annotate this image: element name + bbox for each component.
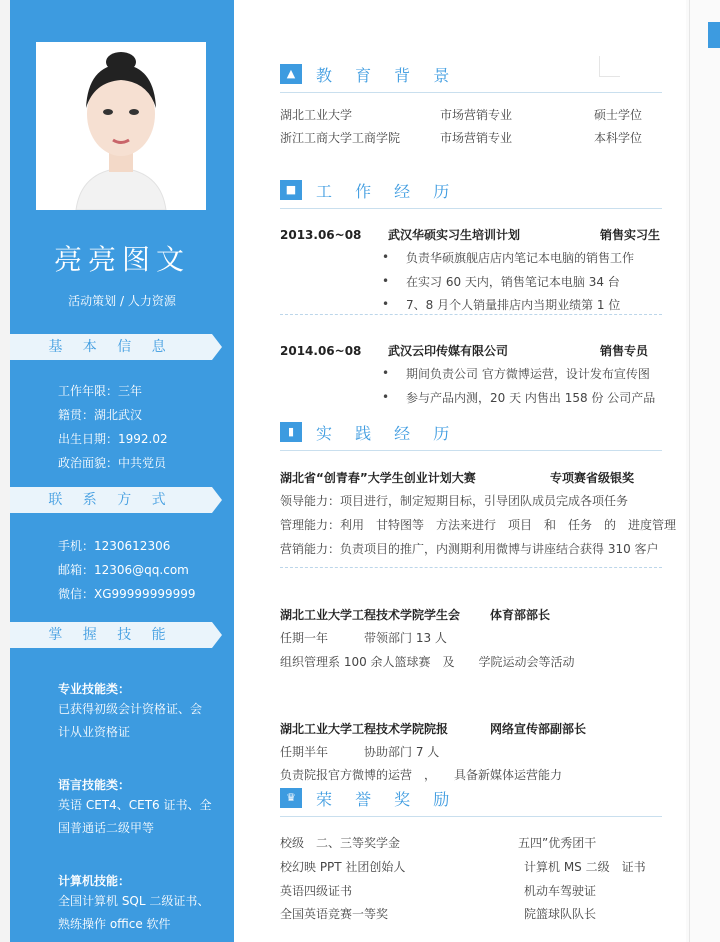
honor-item: 机动车驾驶证 bbox=[524, 884, 597, 898]
honor-item: 校级 二、三等奖学金 bbox=[280, 836, 401, 850]
honor-item: 全国英语竞赛一等奖 bbox=[280, 907, 389, 921]
work-bullet-dot: • bbox=[382, 366, 390, 380]
work-bullet-dot: • bbox=[382, 390, 390, 404]
work-bullet: 期间负责公司 官方微博运营，设计发布宣传图 bbox=[406, 367, 650, 381]
skill-title-computer: 计算机技能： bbox=[58, 874, 131, 888]
graduation-cap-icon: ▲ bbox=[280, 64, 302, 84]
sidebar bbox=[10, 0, 234, 942]
edu-major: 市场营销专业 bbox=[440, 131, 513, 145]
edu-school: 浙江工商大学工商学院 bbox=[280, 131, 401, 145]
email: 邮箱：12306@qq.com bbox=[58, 563, 189, 577]
practice-line: 负责院报官方微博的运营 ， 具备新媒体运营能力 bbox=[280, 768, 563, 782]
divider bbox=[280, 314, 662, 315]
birth-date: 出生日期：1992.02 bbox=[58, 432, 168, 446]
edu-major: 市场营销专业 bbox=[440, 108, 513, 122]
honor-item: 院篮球队队长 bbox=[524, 907, 597, 921]
basic-info-heading: 基 本 信 息 bbox=[10, 334, 212, 360]
honor-item: 五四”优秀团干 bbox=[518, 836, 597, 850]
practice-line: 管理能力：利用 甘特图等 方法来进行 项目 和 任务 的 进度管理 bbox=[280, 518, 677, 532]
work-date: 2014.06~08 bbox=[280, 344, 362, 358]
work-role: 销售实习生 bbox=[600, 228, 661, 242]
practice-title: 湖北工业大学工程技术学院学生会 bbox=[280, 608, 461, 622]
practice-line: 任期一年 带领部门 13 人 bbox=[280, 631, 447, 645]
wechat: 微信：XG99999999999 bbox=[58, 587, 196, 601]
practice-line: 任期半年 协助部门 7 人 bbox=[280, 745, 440, 759]
hometown: 籍贯：湖北武汉 bbox=[58, 408, 143, 422]
work-years: 工作年限：三年 bbox=[58, 384, 143, 398]
margin-line bbox=[689, 0, 690, 942]
work-bullet-dot: • bbox=[382, 250, 390, 264]
practice-award: 网络宣传部副部长 bbox=[490, 722, 587, 736]
right-margin bbox=[686, 0, 720, 942]
practice-title: 湖北省“创青春”大学生创业计划大赛 bbox=[280, 471, 476, 485]
honor-item: 校幻映 PPT 社团创始人 bbox=[280, 860, 406, 874]
work-role: 销售专员 bbox=[600, 344, 649, 358]
edu-school: 湖北工业大学 bbox=[280, 108, 353, 122]
page-tab bbox=[708, 22, 720, 48]
skill-text-computer: 全国计算机 SQL 二级证书、 熟练操作 office 软件 bbox=[58, 894, 210, 931]
work-bullet: 7、8 月个人销量排店内当期业绩第 1 位 bbox=[406, 298, 621, 312]
practice-award: 专项赛省级银奖 bbox=[550, 471, 635, 485]
work-heading: ■ 工 作 经 历 bbox=[280, 178, 662, 209]
honor-item: 英语四级证书 bbox=[280, 884, 353, 898]
skill-title-language: 语言技能类： bbox=[58, 778, 131, 792]
work-company: 武汉云印传媒有限公司 bbox=[388, 344, 509, 358]
honor-item: 计算机 MS 二级 证书 bbox=[524, 860, 646, 874]
skill-text-language: 英语 CET4、CET6 证书、全 国普通话二级甲等 bbox=[58, 798, 212, 835]
contact-heading: 联 系 方 式 bbox=[10, 487, 212, 513]
edu-degree: 硕士学位 bbox=[594, 108, 643, 122]
work-date: 2013.06~08 bbox=[280, 228, 362, 242]
work-bullet: 参与产品内测，20 天 内售出 158 份 公司产品 bbox=[406, 391, 656, 405]
profile-photo bbox=[36, 42, 206, 210]
honors-heading: ♛ 荣 誉 奖 励 bbox=[280, 786, 662, 817]
practice-title: 湖北工业大学工程技术学院院报 bbox=[280, 722, 449, 736]
corner-mark bbox=[599, 56, 620, 77]
phone: 手机：1230612306 bbox=[58, 539, 171, 553]
main-content bbox=[234, 0, 686, 942]
skill-text-professional: 已获得初级会计资格证、会 计从业资格证 bbox=[58, 702, 203, 739]
political-status: 政治面貌：中共党员 bbox=[58, 456, 167, 470]
practice-heading: ▮ 实 践 经 历 bbox=[280, 420, 662, 451]
edu-degree: 本科学位 bbox=[594, 131, 643, 145]
divider bbox=[280, 567, 662, 568]
person-name: 亮亮图文 bbox=[53, 243, 190, 276]
practice-line: 组织管理系 100 余人篮球赛 及 学院运动会等活动 bbox=[280, 655, 575, 669]
practice-award: 体育部部长 bbox=[490, 608, 551, 622]
work-bullet-dot: • bbox=[382, 274, 390, 288]
chart-icon: ▮ bbox=[280, 422, 302, 442]
book-icon: ■ bbox=[280, 180, 302, 200]
skills-heading: 掌 握 技 能 bbox=[10, 622, 212, 648]
practice-line: 营销能力：负责项目的推广，内测期利用微博与讲座结合获得 310 客户 bbox=[280, 542, 659, 556]
work-bullet: 在实习 60 天内，销售笔记本电脑 34 台 bbox=[406, 275, 620, 289]
skill-title-professional: 专业技能类： bbox=[58, 682, 131, 696]
work-company: 武汉华硕实习生培训计划 bbox=[388, 228, 521, 242]
practice-line: 领导能力：项目进行，制定短期目标，引导团队成员完成各项任务 bbox=[280, 494, 629, 508]
job-tagline: 活动策划 / 人力资源 bbox=[68, 294, 176, 308]
education-heading: ▲ 教 育 背 景 bbox=[280, 62, 662, 93]
work-bullet-dot: • bbox=[382, 297, 390, 311]
work-bullet: 负责华硕旗舰店店内笔记本电脑的销售工作 bbox=[406, 251, 635, 265]
trophy-icon: ♛ bbox=[280, 788, 302, 808]
